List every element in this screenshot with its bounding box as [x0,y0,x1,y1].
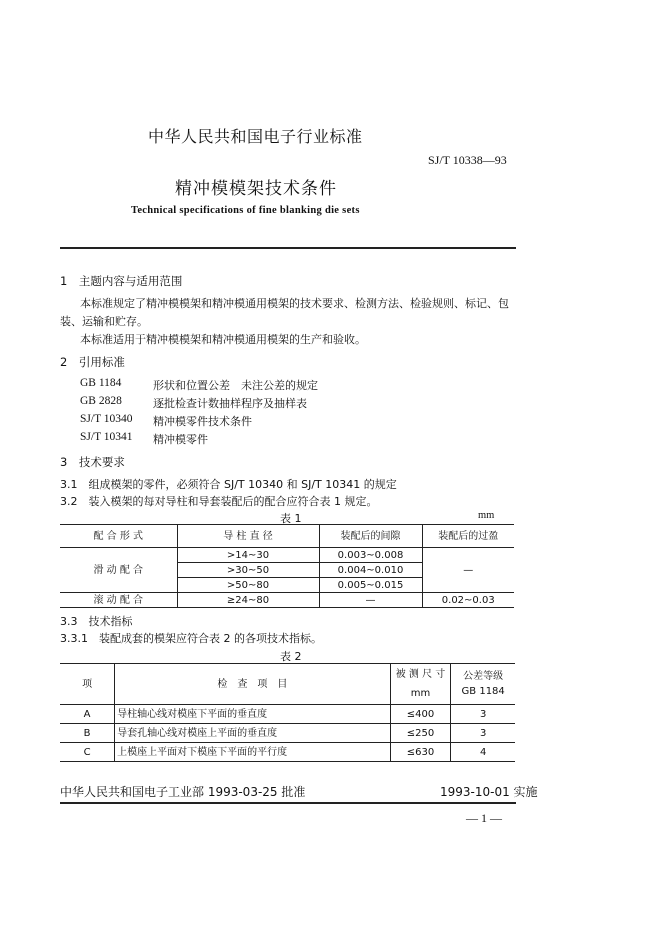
table-row [60,593,514,608]
clearance-cell: 0.003~0.008 [319,548,422,563]
section-1-paragraph-1-cont: 装、运输和贮存。 [60,315,148,328]
sliding-fit-label: 滑 动 配 合 [93,564,144,576]
table-2-caption: 表 2 [280,650,302,663]
issuing-body: 中华人民共和国电子行业标准 [148,127,363,146]
header-divider [60,247,516,249]
interference-cell: 0.02~0.03 [422,593,514,608]
clearance-cell: 0.004~0.010 [319,563,422,578]
interference-cell: — [422,548,514,593]
ref-code: SJ/T 10340 [80,413,133,425]
check-item-cell: 导套孔轴心线对模座上平面的垂直度 [115,724,391,743]
table-row [60,664,515,705]
diameter-cell: ≥24~80 [177,593,319,608]
table-1-unit: mm [478,510,495,521]
title-english: Technical specifications of fine blanking die sets [131,205,360,216]
ref-name: 形状和位置公差 未注公差的规定 [153,379,318,392]
ref-code: GB 1184 [80,377,122,389]
table-row [60,724,515,743]
standard-code: SJ/T 10338—93 [428,153,507,167]
measured-size-unit: mm [410,688,431,699]
clause-3-1: 3.1 组成模架的零件，必须符合 SJ/T 10340 和 SJ/T 10341 的规定 [60,478,397,491]
header-tolerance-grade [451,664,515,705]
section-1-paragraph-1: 本标准规定了精冲模模架和精冲模通用模架的技术要求、检测方法、检验规则、标记、包 [80,297,509,310]
clause-3-3: 3.3 技术指标 [60,615,133,628]
diameter-cell: >50~80 [177,578,319,593]
size-cell: ≤630 [390,743,451,762]
item-cell: B [83,727,91,739]
header-item: 项 [82,678,93,690]
measured-size-label: 被 测 尺 寸 [395,669,446,680]
effective-date: 1993-10-01 实施 [440,785,538,799]
table-row [60,548,514,563]
rolling-fit-label: 滚 动 配 合 [93,594,144,606]
check-item-cell: 上模座上平面对下模座下平面的平行度 [115,743,391,762]
diameter-cell: >30~50 [177,563,319,578]
ref-code: GB 2828 [80,395,122,407]
tolerance-grade-label: 公差等级 [463,671,504,682]
size-cell: ≤250 [390,724,451,743]
check-item-cell: 导柱轴心线对模座下平面的垂直度 [115,705,391,724]
table-row [60,525,514,548]
header-clearance: 装配后的间隙 [319,525,422,548]
table-1-caption: 表 1 [280,512,302,525]
header-measured-size [390,664,451,705]
section-1-paragraph-2: 本标准适用于精冲模模架和精冲模通用模架的生产和验收。 [80,333,366,346]
table-1 [60,524,514,608]
section-2-heading: 2 引用标准 [60,355,125,369]
section-1-heading: 1 主题内容与适用范围 [60,274,183,288]
clearance-cell: — [319,593,422,608]
grade-cell: 3 [451,724,515,743]
table-row [60,743,515,762]
tolerance-grade-standard: GB 1184 [461,686,505,697]
ref-name: 逐批检查计数抽样程序及抽样表 [153,397,307,410]
ref-code: SJ/T 10341 [80,431,133,443]
ref-name: 精冲模零件技术条件 [153,415,252,428]
footer-divider [60,802,516,804]
diameter-cell: >14~30 [177,548,319,563]
title-chinese: 精冲模模架技术条件 [175,179,337,199]
table-row [60,705,515,724]
clearance-cell: 0.005~0.015 [319,578,422,593]
approval-note: 中华人民共和国电子工业部 1993-03-25 批准 [60,785,306,799]
header-guide-pillar-diameter: 导 柱 直 径 [177,525,319,548]
section-3-heading: 3 技术要求 [60,455,125,469]
size-cell: ≤400 [390,705,451,724]
table-2 [60,663,515,762]
page-number: — 1 — [466,811,502,825]
grade-cell: 4 [451,743,515,762]
ref-name: 精冲模零件 [153,433,208,446]
item-cell: A [83,708,91,720]
header-check-item: 检 查 项 目 [115,664,391,705]
clause-3-2: 3.2 装入模架的每对导柱和导套装配后的配合应符合表 1 规定。 [60,495,378,508]
item-cell: C [83,746,91,758]
clause-3-3-1: 3.3.1 装配成套的模架应符合表 2 的各项技术指标。 [60,632,322,645]
header-fit-type: 配 合 形 式 [93,530,144,542]
header-interference: 装配后的过盈 [422,525,514,548]
grade-cell: 3 [451,705,515,724]
